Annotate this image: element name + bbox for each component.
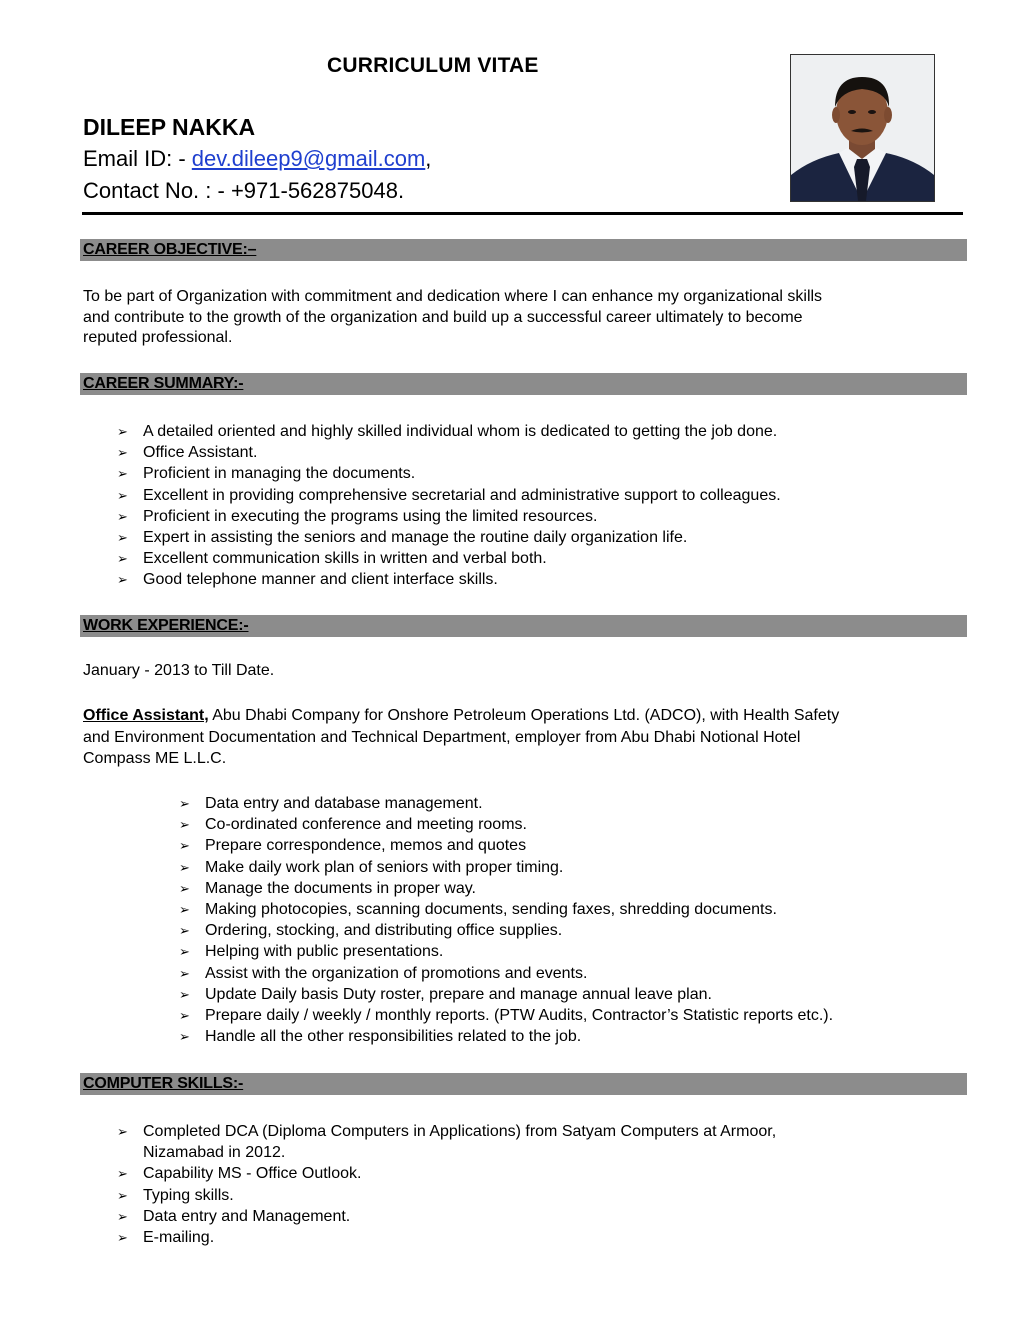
paragraph-line: and Environment Documentation and Technical Department, employer from Abu Dhabi Notional Hotel	[83, 728, 801, 746]
paragraph-line: and contribute to the growth of the organization and build up a successful career ultimately to become	[83, 308, 803, 326]
arrow-bullet-icon: ➢	[179, 965, 190, 981]
list-item: ➢ E-mailing.	[117, 1227, 776, 1248]
experience-period: January - 2013 to Till Date.	[83, 662, 275, 679]
arrow-bullet-icon: ➢	[117, 1166, 128, 1182]
list-item: ➢ Proficient in executing the programs using the limited resources.	[117, 506, 781, 527]
section-title: CAREER OBJECTIVE:–	[83, 241, 257, 258]
list-item: ➢ Handle all the other responsibilities related to the job.	[179, 1026, 833, 1047]
document-title: CURRICULUM VITAE	[327, 54, 539, 77]
arrow-bullet-icon: ➢	[179, 1029, 190, 1045]
contact-line: Contact No. : - +971-562875048.	[83, 178, 405, 203]
work-duties-list	[179, 793, 833, 1047]
list-item: ➢ Assist with the organization of promotions and events.	[179, 963, 833, 984]
list-item: ➢ Expert in assisting the seniors and manage the routine daily organization life.	[117, 527, 781, 548]
section-header-work-experience	[80, 615, 967, 637]
header-divider	[82, 212, 963, 215]
arrow-bullet-icon: ➢	[179, 902, 190, 918]
arrow-bullet-icon: ➢	[117, 466, 128, 482]
arrow-bullet-icon: ➢	[117, 424, 128, 439]
list-item: ➢ Prepare daily / weekly / monthly reports. (PTW Audits, Contractor’s Statistic reports etc.).	[179, 1005, 833, 1026]
arrow-bullet-icon: ➢	[179, 944, 190, 960]
arrow-bullet-icon: ➢	[117, 445, 128, 461]
list-item: ➢ A detailed oriented and highly skilled individual whom is dedicated to getting the job done.	[117, 421, 781, 442]
section-header-career-summary	[80, 373, 967, 395]
arrow-bullet-icon: ➢	[117, 1208, 128, 1224]
list-item: ➢ Excellent communication skills in written and verbal both.	[117, 548, 781, 569]
list-item: ➢ Update Daily basis Duty roster, prepare and manage annual leave plan.	[179, 984, 833, 1005]
arrow-bullet-icon: ➢	[117, 572, 128, 588]
arrow-bullet-icon: ➢	[179, 817, 190, 833]
arrow-bullet-icon: ➢	[117, 1124, 128, 1139]
list-item: ➢ Typing skills.	[117, 1185, 776, 1206]
list-item: ➢ Data entry and database management.	[179, 793, 833, 814]
section-title: COMPUTER SKILLS:-	[83, 1075, 244, 1092]
arrow-bullet-icon: ➢	[117, 1187, 128, 1203]
list-item: ➢ Make daily work plan of seniors with proper timing.	[179, 857, 833, 878]
paragraph-line: Office Assistant, Abu Dhabi Company for Onshore Petroleum Operations Ltd. (ADCO), with Health Safety	[83, 707, 840, 724]
list-item: ➢ Helping with public presentations.	[179, 941, 833, 962]
section-title: WORK EXPERIENCE:-	[83, 617, 249, 634]
list-item: ➢ Completed DCA (Diploma Computers in Applications) from Satyam Computers at Armoor, Nizamabad in 2012.	[117, 1123, 777, 1162]
section-header-computer-skills	[80, 1073, 967, 1095]
list-item: ➢ Co-ordinated conference and meeting rooms.	[179, 814, 833, 835]
arrow-bullet-icon: ➢	[117, 508, 128, 524]
arrow-bullet-icon: ➢	[117, 1230, 128, 1246]
job-role: Office Assistant,	[83, 707, 209, 724]
experience-description	[83, 705, 963, 770]
candidate-name: DILEEP NAKKA	[83, 114, 256, 140]
section-header-career-objective	[80, 239, 967, 261]
email-label: Email ID: -	[83, 146, 192, 171]
arrow-bullet-icon: ➢	[179, 859, 190, 875]
email-link[interactable]: dev.dileep9@gmail.com	[191, 146, 426, 171]
arrow-bullet-icon: ➢	[117, 487, 128, 503]
arrow-bullet-icon: ➢	[117, 551, 128, 567]
list-item: ➢ Capability MS - Office Outlook.	[117, 1163, 776, 1184]
list-item: ➢ Good telephone manner and client interface skills.	[117, 569, 781, 590]
arrow-bullet-icon: ➢	[179, 880, 190, 896]
career-objective-text	[83, 287, 963, 349]
paragraph-line: Compass ME L.L.C.	[83, 750, 227, 767]
list-item: ➢ Making photocopies, scanning documents, sending faxes, shredding documents.	[179, 899, 833, 920]
arrow-bullet-icon: ➢	[179, 838, 190, 854]
arrow-bullet-icon: ➢	[179, 1008, 190, 1024]
profile-photo	[790, 54, 935, 202]
list-item: ➢ Office Assistant.	[117, 442, 781, 463]
email-line	[83, 146, 431, 172]
arrow-bullet-icon: ➢	[179, 923, 190, 939]
arrow-bullet-icon: ➢	[117, 530, 128, 546]
section-title: CAREER SUMMARY:-	[83, 375, 244, 392]
computer-skills-list	[117, 1121, 776, 1248]
list-item: ➢ Excellent in providing comprehensive secretarial and administrative support to colleagues.	[117, 485, 781, 506]
paragraph-line: To be part of Organization with commitment and dedication where I can enhance my organizational skills	[83, 288, 823, 305]
list-item: ➢ Manage the documents in proper way.	[179, 878, 833, 899]
career-summary-list	[117, 421, 781, 591]
arrow-bullet-icon: ➢	[179, 796, 190, 811]
email-suffix: ,	[425, 146, 432, 171]
list-item: ➢ Proficient in managing the documents.	[117, 463, 781, 484]
list-item: ➢ Data entry and Management.	[117, 1206, 776, 1227]
arrow-bullet-icon: ➢	[179, 986, 190, 1002]
paragraph-line: reputed professional.	[83, 329, 233, 346]
list-item: ➢ Ordering, stocking, and distributing office supplies.	[179, 920, 833, 941]
list-item: ➢ Prepare correspondence, memos and quotes	[179, 835, 833, 856]
